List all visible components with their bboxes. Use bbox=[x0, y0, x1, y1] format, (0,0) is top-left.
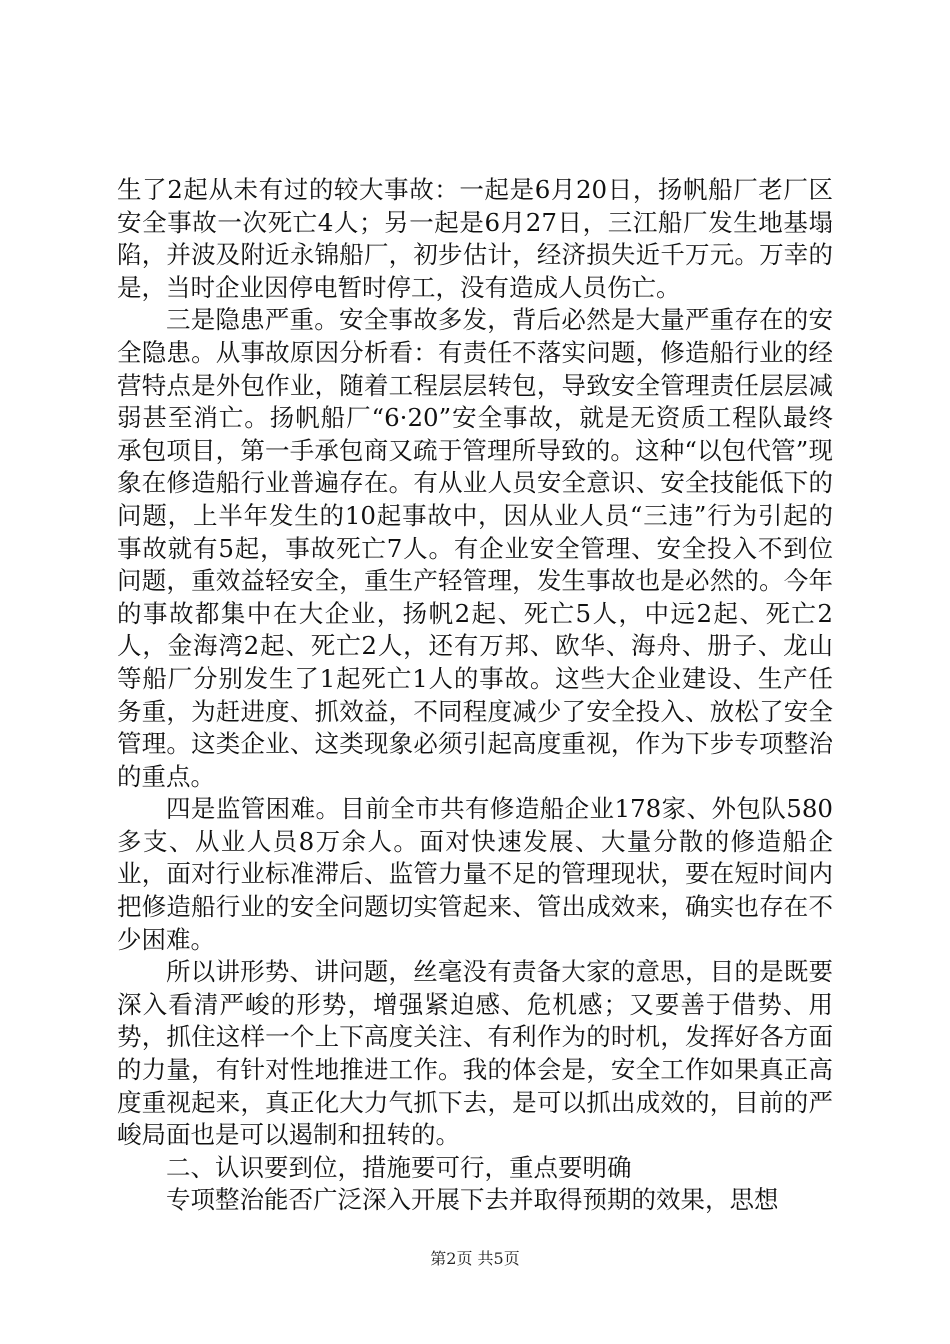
paragraph-1: 生了2起从未有过的较大事故：一起是6月20日，扬帆船厂老厂区安全事故一次死亡4人；另一起是6月27日，三江船厂发生地基塌陷，并波及附近永锦船厂，初步估计，经济损失近千万元。万幸的是，当时企业因停电暂时停工，没有造成人员伤亡。 bbox=[117, 175, 833, 302]
section-heading: 二、认识要到位，措施要可行，重点要明确 bbox=[166, 1152, 632, 1182]
paragraph-2: 三是隐患严重。安全事故多发，背后必然是大量严重存在的安全隐患。从事故原因分析看：有责任不落实问题，修造船行业的经营特点是外包作业，随着工程层层转包，导致安全管理责任层层减弱甚至消亡。扬帆船厂“6·20”安全事故，就是无资质工程队最终承包项目，第一手承包商又疏于管理所导致的。这种“以包代管”现象在修造船行业普遍存在。有从业人员安全意识、安全技能低下的问题，上半年发生的10起事故中，因从业人员“三违”行为引起的事故就有5起，事故死亡7人。有企业安全管理、安全投入不到位问题，重效益轻安全，重生产轻管理，发生事故也是必然的。今年的事故都集中在大企业，扬帆2起、死亡5人，中远2起、死亡2人，金海湾2起、死亡2人，还有万邦、欧华、海舟、册子、龙山等船厂分别发生了1起死亡1人的事故。这些大企业建设、生产任务重，为赶进度、抓效益，不同程度减少了安全投入、放松了安全管理。这类企业、这类现象必须引起高度重视，作为下步专项整治的重点。 bbox=[117, 305, 833, 791]
paragraph-4: 所以讲形势、讲问题，丝毫没有责备大家的意思，目的是既要深入看清严峻的形势，增强紧迫感、危机感；又要善于借势、用势，抓住这样一个上下高度关注、有利作为的时机，发挥好各方面的力量，有针对性地推进工作。我的体会是，安全工作如果真正高度重视起来，真正化大力气抓下去，是可以抓出成效的，目前的严峻局面也是可以遏制和扭转的。 bbox=[117, 957, 833, 1150]
paragraph-5: 专项整治能否广泛深入开展下去并取得预期的效果，思想 bbox=[166, 1185, 779, 1215]
paragraph-3: 四是监管困难。目前全市共有修造船企业178家、外包队580多支、从业人员8万余人。面对快速发展、大量分散的修造船企业，面对行业标准滞后、监管力量不足的管理现状，要在短时间内把修造船行业的安全问题切实管起来、管出成效来，确实也存在不少困难。 bbox=[117, 794, 833, 954]
document-body bbox=[117, 174, 833, 1217]
page-footer: 第2页 共5页 bbox=[430, 1249, 520, 1268]
